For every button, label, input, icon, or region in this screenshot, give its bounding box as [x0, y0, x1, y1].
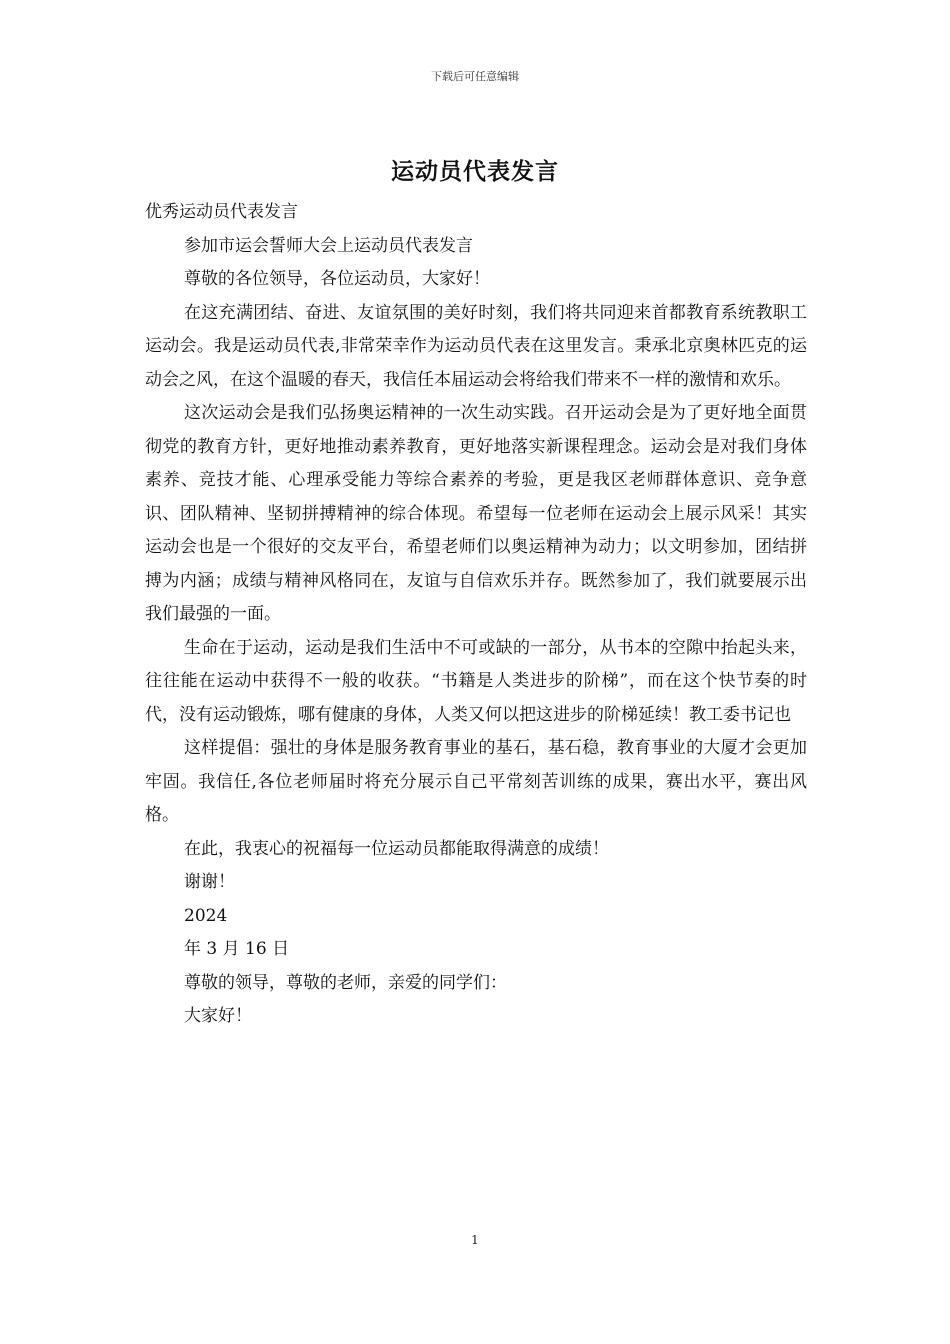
header-note: 下载后可任意编辑 [431, 70, 519, 83]
paragraph-greeting: 大家好！ [184, 1006, 252, 1026]
paragraph-thanks: 谢谢！ [184, 872, 235, 892]
paragraph-greeting: 尊敬的各位领导，各位运动员，大家好！ [184, 269, 490, 289]
paragraph-year: 2024 [184, 905, 228, 926]
paragraph-subtitle: 优秀运动员代表发言 [145, 202, 298, 222]
paragraph: 参加市运会誓师大会上运动员代表发言 [184, 235, 473, 256]
paragraph: 在这充满团结、奋进、友谊氛围的美好时刻，我们将共同迎来首都教育系统教职工运动会。我是运动员代表,非常荣幸作为运动员代表在这里发言。秉承北京奥林匹克的运动会之风，在这个温暖的春天，我信任本届运动会将给我们带来不一样的激情和欢乐。 [145, 302, 807, 390]
document-title: 运动员代表发言 [391, 158, 559, 185]
paragraph-salutation: 尊敬的领导，尊敬的老师，亲爱的同学们： [184, 972, 507, 993]
paragraph: 这样提倡：强壮的身体是服务教育事业的基石，基石稳，教育事业的大厦才会更加牢固。我信任,各位老师届时将充分展示自己平常刻苦训练的成果，赛出水平，赛出风格。 [145, 738, 807, 825]
paragraph-date: 年 3 月 16 日 [184, 939, 290, 959]
document-body [145, 196, 807, 1034]
paragraph: 在此，我衷心的祝福每一位运动员都能取得满意的成绩！ [184, 838, 609, 859]
paragraph: 这次运动会是我们弘扬奥运精神的一次生动实践。召开运动会是为了更好地全面贯彻党的教育方针，更好地推动素养教育，更好地落实新课程理念。运动会是对我们身体素养、竞技才能、心理承受能力等综合素养的考验，更是我区老师群体意识、竞争意识、团队精神、坚韧拼搏精神的综合体现。希望每一位老师在运动会上展示风采！其实运动会也是一个很好的交友平台，希望老师们以奥运精神为动力；以文明参加，团结拼搏为内涵；成绩与精神风格同在，友谊与自信欢乐并存。既然参加了，我们就要展示出我们最强的一面。 [145, 403, 807, 624]
page-number: 1 [471, 1233, 479, 1247]
paragraph: 生命在于运动，运动是我们生活中不可或缺的一部分，从书本的空隙中抬起头来，往往能在运动中获得不一般的收获。“书籍是人类进步的阶梯”，而在这个快节奏的时代，没有运动锻炼，哪有健康的身体，人类又何以把这进步的阶梯延续！教工委书记也 [145, 637, 807, 725]
